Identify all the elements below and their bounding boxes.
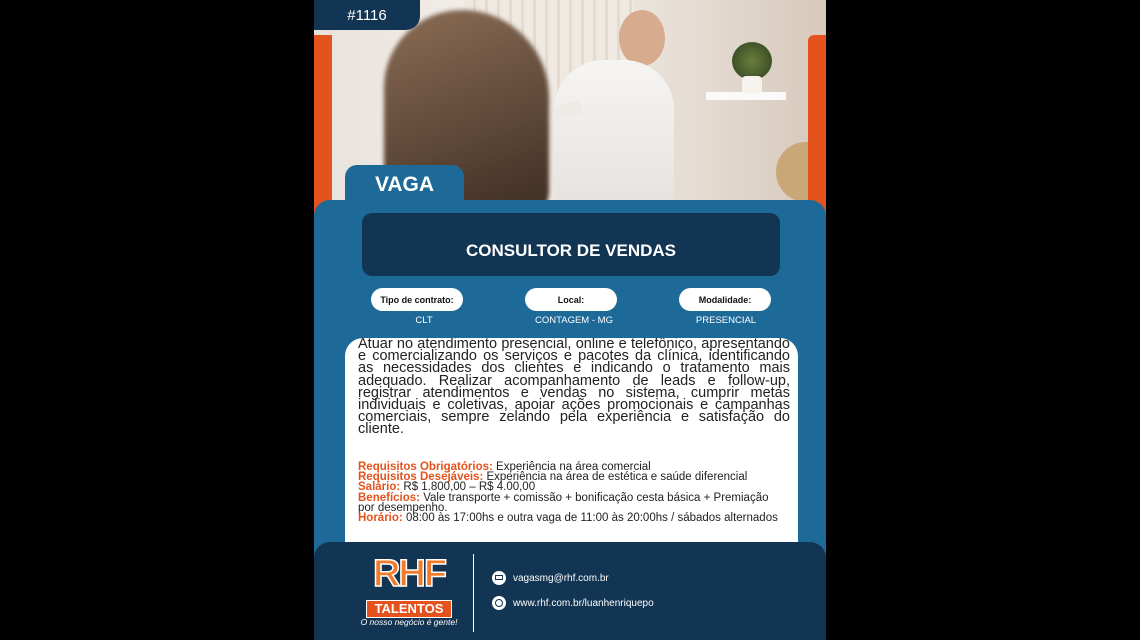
rhf-logo: RHF [372, 553, 446, 595]
talentos-logo-text: TALENTOS [366, 600, 452, 618]
location-label: Local: [525, 288, 617, 311]
modality-value: PRESENCIAL [695, 315, 757, 326]
salary: Salário: R$ 1.800,00 – R$ 4.00,00 [358, 481, 536, 494]
logo-tagline: O nosso negócio é gente! [360, 617, 458, 627]
footer-divider [473, 554, 474, 632]
contract-type-label: Tipo de contrato: [371, 288, 463, 311]
requirement-mandatory: Requisitos Obrigatórios: Experiência na área comercial [358, 461, 651, 473]
requirements-list [358, 462, 783, 523]
description-box [345, 338, 798, 553]
benefits: Benefícios: Vale transporte + comissão + bonificação cesta básica + Premiação por desempenho. [358, 491, 769, 514]
job-post-card [314, 0, 826, 640]
accent-bar-right [808, 35, 826, 215]
globe-icon [492, 596, 506, 610]
job-title: CONSULTOR DE VENDAS [362, 213, 780, 276]
schedule: Horário: 08:00 às 17:00hs e outra vaga de 11:00 às 20:00hs / sábados alternados [358, 512, 778, 525]
contract-type-value: CLT [415, 315, 433, 326]
job-id-badge: #1116 [314, 0, 420, 30]
vaga-tab: VAGA [345, 165, 464, 205]
email-contact[interactable] [492, 571, 609, 585]
accent-bar-left [314, 35, 332, 215]
location-value: CONTAGEM - MG [535, 315, 613, 326]
job-description: Atuar no atendimento presencial, online e telefônico, apresentando e comercializando os serviços e pacotes da clínica, identificando as necessidades dos clientes e indicando o tratamento mais adequado. Realizar acompanhamento de leads e follow-up, registrar atendimentos e vendas no sistema, cumprir metas individuais e coletivas, apoiar ações promocionais e campanhas comerciais, sempre zelando pela experiência e satisfação do cliente. [358, 338, 790, 438]
email-text[interactable]: vagasmg@rhf.com.br [513, 572, 609, 584]
modality-label: Modalidade: [679, 288, 771, 311]
mail-icon [492, 571, 506, 585]
website-link[interactable]: www.rhf.com.br/luanhenriquepo [513, 597, 654, 609]
website-contact[interactable] [492, 596, 654, 610]
requirement-desired: Requisitos Desejáveis: Experiência na área de estética e saúde diferencial [358, 471, 748, 484]
footer [314, 542, 826, 640]
